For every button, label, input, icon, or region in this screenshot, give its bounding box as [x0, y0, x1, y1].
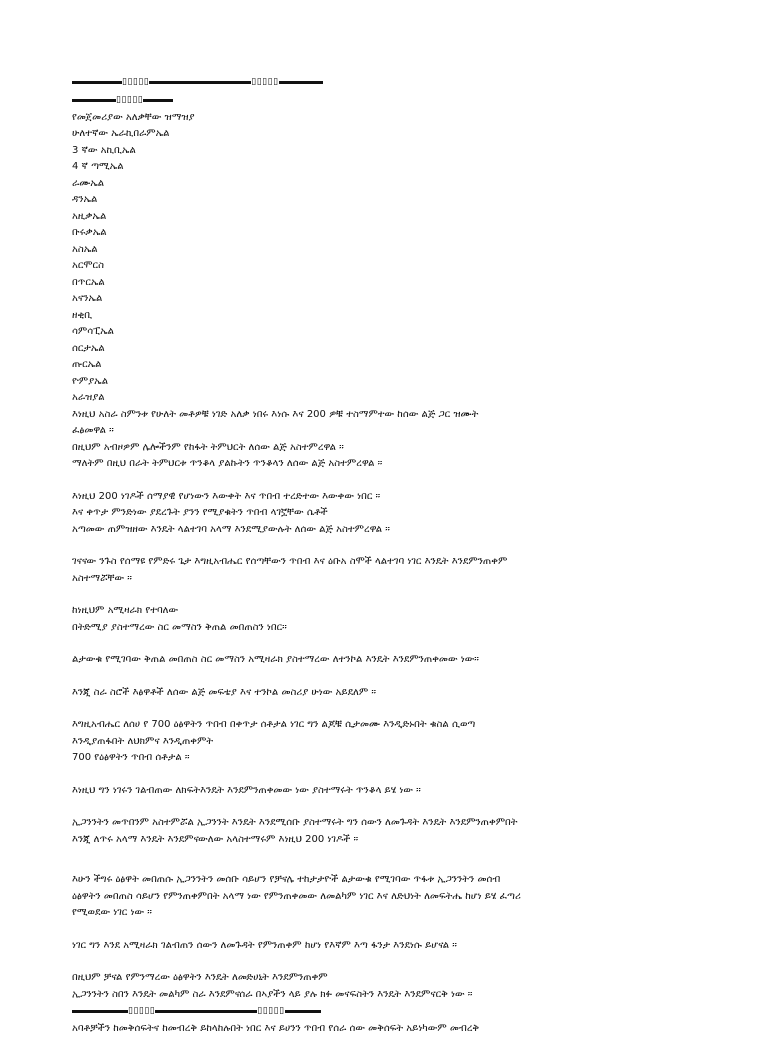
name-line: ጡርኤል — [72, 359, 102, 370]
text-line: ገናናው ንጉስ የሰማዩ የምድሩ ጌታ እግዚአብሔር የሰጣቸውን ጥበብ እና ዕቡአ ስሞች ላልተገባ ነገር እንዴት እንደምንጠቀም — [72, 556, 508, 567]
text-line: የሚወደው ነገር ነው ። — [72, 907, 152, 918]
name-line: ዘቂቢ — [72, 309, 93, 321]
text-line: 3 ኛው አኪቢኤል — [72, 144, 136, 156]
separator-bottom — [72, 1003, 712, 1021]
name-line: ሰርታኤል — [72, 342, 105, 354]
name-line: ቡሩቃኤል — [72, 227, 107, 238]
text-line: ከነዚህም አሚዛራክ የተባለው — [72, 605, 179, 616]
text-line: እንዲያጠፋበት ለህክምና እንዲጠቀምት — [72, 735, 214, 747]
text-line: አባቶቻችን ከመቅሰፍትና ከመብረቅ ይከላከሉበት ነበር እና ይሀንን ጥበብ የሰራ ሰው መቅሰፍት አይነካውም መብረቅ — [72, 1022, 480, 1034]
name-line: ሳምሳፒኤል — [72, 326, 115, 337]
text-line: 700 የዕፅዋትን ጥበብ ሰቶታል ። — [72, 752, 190, 763]
text-line: ፈፅመዋል ። — [72, 425, 114, 436]
text-line: እግዚአብሔር ለሰሀ የ 700 ዕፅዋትን ጥበብ በቀጥታ ሰቶታል ነገር ግን ልጆቹ ሲታመሙ እንዲድኑበት ቁስል ሲወጣ — [72, 719, 476, 730]
name-line: ዮምያኤል — [72, 375, 109, 387]
missing-glyph-boxes: ▯▯▯▯▯ — [257, 1006, 285, 1016]
text-line: የመጀመሪያው አለቃቸው ዝማዝያ — [72, 111, 195, 123]
text-line: እነዚህ አስራ ስምንቱ የሁለት መቶዎቹ ነገድ አለቃ ነበሩ እነሱ እና 200 ዎቹ ተስማምተው ከሰው ልጅ ጋር ዝሙት — [72, 408, 479, 420]
text-line: በዚህም ቻናል የምንማረው ዕፅዋትን እንዴት ለመድሀኒት እንደምንጠቀም — [72, 972, 328, 983]
text-line: እና ቀጥታ ምንድነው ያደረጉት ያንን የሚያቁትን ጥበብ ላገኟቸው ሴቶች — [72, 507, 328, 518]
text-line: በትድሚያ ያስተማረው ስር መማስን ቅጠል መበጠስን ነበር። — [72, 621, 287, 633]
name-line: ዳንኤል — [72, 194, 98, 205]
text-line: ሁለተኛው ኤራኪበራምኤል — [72, 128, 170, 139]
separator-top-1 — [72, 74, 712, 92]
separator-top-2 — [72, 92, 712, 110]
text-line: አስተማሯቸው ። — [72, 572, 132, 584]
document-body — [72, 74, 712, 1037]
name-line: ራሙኤል — [72, 177, 105, 189]
text-line: እነዚህ 200 ነገዶች ሰማያዊ የሆነውን እውቀት እና ጥበብ ተረድተው እውቀው ነበር ። — [72, 490, 381, 502]
name-line: አዚቃኤል — [72, 210, 107, 222]
missing-glyph-boxes: ▯▯▯▯▯ — [128, 1006, 156, 1016]
name-line: አራዝያል — [72, 392, 105, 403]
text-line: እነዚህ ግን ነገሩን ገልብጠው ለክፍትእንዴት እንደምንጠቀመው ነው ያስተማሩት ጥንቆላ ይሄ ነው ። — [72, 784, 421, 796]
text-line: እንጂ ስራ ስሮች እፅዋቶች ለሰው ልጅ መፍቴያ እና ተንኮል መስሪያ ሁነው አይደለም ። — [72, 686, 377, 698]
text-line: ልታውቁ የሚገባው ቅጠል መበጠስ ስር መማስን አሚዛራክ ያስተማረው ለተንኮል እንዴት እንደምንጠቀመው ነው። — [72, 654, 479, 665]
name-line: አርሞርስ — [72, 260, 104, 271]
text-line: በዚህም አብዞዎም ሌሎችንም የከፋት ትምህርት ለሰው ልጅ አስተምረዋል ። — [72, 441, 344, 453]
text-line: አጣመው ጠምዝዘው እንዴት ላልተገባ አላማ እንደሚያውሉት ለሰው ልጅ አስተምረዋል ። — [72, 523, 390, 535]
name-line: አስኤል — [72, 243, 98, 255]
text-line: 4 ኛ ጣሚኤል — [72, 161, 124, 172]
missing-glyph-boxes: ▯▯▯▯▯ — [251, 77, 279, 87]
name-line: በጥርኤል — [72, 276, 105, 288]
text-line: ኢጋንንትን መጥበንም አስተምሯል ኢጋንንት እንዴት እንደሚሰቡ ያስተማሩት ግን ሰውን ለመጉዳት እንዴት እንደምንጠቀምበት — [72, 817, 518, 828]
text-line: ማለትም በዚህ በራት ትምህርቱ ጥንቆላ ያልኩትን ጥንቆላን ለሰው ልጅ አስተምረዋል ። — [72, 458, 383, 469]
text-line: እሁን ችግሩ ዕፅዋት መበጠሱ ኢጋንንትን መሰቡ ሳይሆን የቻናሌ ተከታታዮች ልታውቁ የሚገባው ጥፋቱ ኢጋንንትን መሰብ — [72, 874, 501, 885]
missing-glyph-boxes: ▯▯▯▯▯ — [116, 94, 144, 105]
missing-glyph-boxes: ▯▯▯▯▯ — [122, 77, 150, 87]
text-line: እንጂ ለጥሩ አላማ እንዴት እንደምናውለው አላስተማሩም እነዚህ 200 ነገዶች ። — [72, 833, 359, 845]
text-line: ዕፅዋትን መበጠስ ሳይሆን የምንጠቀምበት አላማ ነው የምንጠቀመው ለመልካም ነገር እና ለድህነት ለመፍትሔ ከሆነ ይሄ ፈጣሪ — [72, 890, 521, 902]
name-line: አናንኤል — [72, 293, 103, 304]
text-line: ነገር ግን እንደ አሚዛራክ ገልብጠን ሰውን ለመጉዳት የምንጠቀም ከሆነ የእኛም እጣ ፋንታ እንደነሱ ይሆናል ። — [72, 939, 457, 951]
text-line: ኢጋንንትን ስበን እንዴት መልካም ስራ እንደምናሰራ በኣያችን ላይ ያሉ ክፉ መናፍስትን እንዴት እንደምናርቅ ነው ። — [72, 988, 473, 1000]
